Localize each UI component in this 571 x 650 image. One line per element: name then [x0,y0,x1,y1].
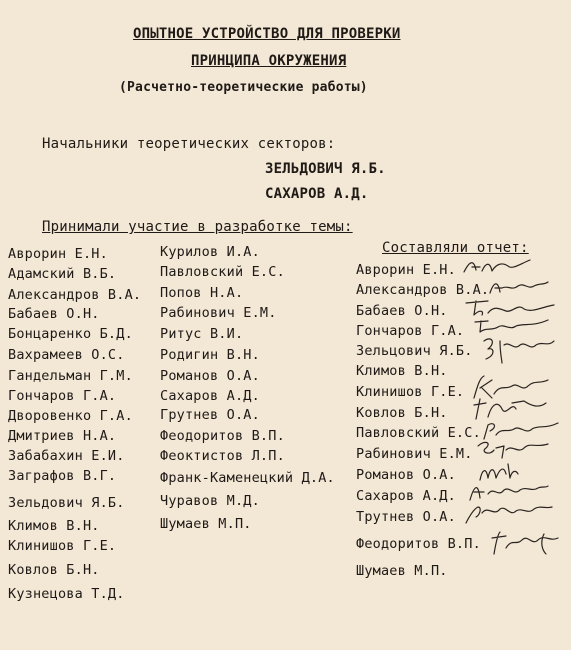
document-subtitle: (Расчетно-теоретические работы) [119,80,368,95]
participant-col2-item: Чуравов М.Д. [160,493,260,509]
author-item: Феодоритов В.П. [356,536,481,552]
author-item: Климов В.Н. [356,363,448,379]
document-title-line1: ОПЫТНОЕ УСТРОЙСТВО ДЛЯ ПРОВЕРКИ [133,26,401,42]
author-item: Ковлов Б.Н. [356,405,448,421]
participant-col2-item: Ритус В.И. [160,326,244,342]
author-item: Павловский Е.С. [356,425,481,441]
participant-col2-item: Шумаев М.П. [160,516,252,532]
participant-col2-item: Курилов И.А. [160,244,260,260]
participant-col1-item: Забабахин Е.И. [8,448,125,464]
participant-col1-item: Бабаев О.Н. [8,306,100,322]
author-item: Александров В.А. [356,282,490,298]
participant-col1-item: Гончаров Г.А. [8,388,117,404]
participant-col1-item: Александров В.А. [8,287,142,303]
author-item: Аврорин Е.Н. [356,262,456,278]
participant-col2-item: Сахаров А.Д. [160,388,260,404]
participant-col1-item: Зельдович Я.Б. [8,495,125,511]
participant-col2-item: Феодоритов В.П. [160,428,285,444]
head-name-2: САХАРОВ А.Д. [265,186,369,202]
participant-col2-item: Родигин В.Н. [160,347,260,363]
participant-col1-item: Аврорин Е.Н. [8,246,108,262]
participant-col2-item: Франк-Каменецкий Д.А. [160,470,335,486]
participant-col1-item: Кузнецова Т.Д. [8,586,125,602]
head-name-1: ЗЕЛЬДОВИЧ Я.Б. [265,161,386,177]
signature-zeldovich [480,333,558,365]
participant-col1-item: Адамский В.Б. [8,266,117,282]
author-item: Клинишов Г.Е. [356,384,465,400]
author-item: Бабаев О.Н. [356,303,448,319]
author-item: Рабинович Е.М. [356,446,473,462]
participant-col1-item: Заграфов В.Г. [8,468,117,484]
document-title-line2: ПРИНЦИПА ОКРУЖЕНИЯ [191,53,347,69]
heads-label: Начальники теоретических секторов: [42,136,336,152]
participants-label: Принимали участие в разработке темы: [42,219,353,235]
participant-col1-item: Ковлов Б.Н. [8,562,100,578]
author-item: Гончаров Г.А. [356,323,465,339]
participant-col2-item: Романов О.А. [160,368,260,384]
participant-col1-item: Климов В.Н. [8,518,100,534]
participant-col1-item: Гандельман Г.М. [8,368,133,384]
signature-kovlov [468,395,548,421]
participant-col1-item: Дмитриев Н.А. [8,428,117,444]
signature-avrorin [462,256,534,278]
signature-aleksandrov [488,277,550,297]
participant-col1-item: Дворовенко Г.А. [8,408,133,424]
participant-col1-item: Вахрамеев О.С. [8,347,125,363]
author-item: Трутнев О.А. [356,509,456,525]
author-item: Шумаев М.П. [356,563,448,579]
author-item: Романов О.А. [356,467,456,483]
participant-col2-item: Грутнев О.А. [160,407,260,423]
participant-col2-item: Рабинович Е.М. [160,305,277,321]
signature-feodoritov [488,528,560,558]
participant-col1-item: Клинишов Г.Е. [8,538,117,554]
signature-rabinovich [474,438,552,462]
participant-col2-item: Павловский Е.С. [160,264,285,280]
participant-col2-item: Попов Н.А. [160,285,244,301]
authors-label: Составляли отчет: [382,240,529,256]
signature-trutnev [464,501,554,527]
signature-babaev [462,297,558,319]
author-item: Сахаров А.Д. [356,488,456,504]
participant-col2-item: Феоктистов Л.П. [160,448,285,464]
participant-col1-item: Бонцаренко Б.Д. [8,326,133,342]
author-item: Зельцович Я.Б. [356,343,473,359]
